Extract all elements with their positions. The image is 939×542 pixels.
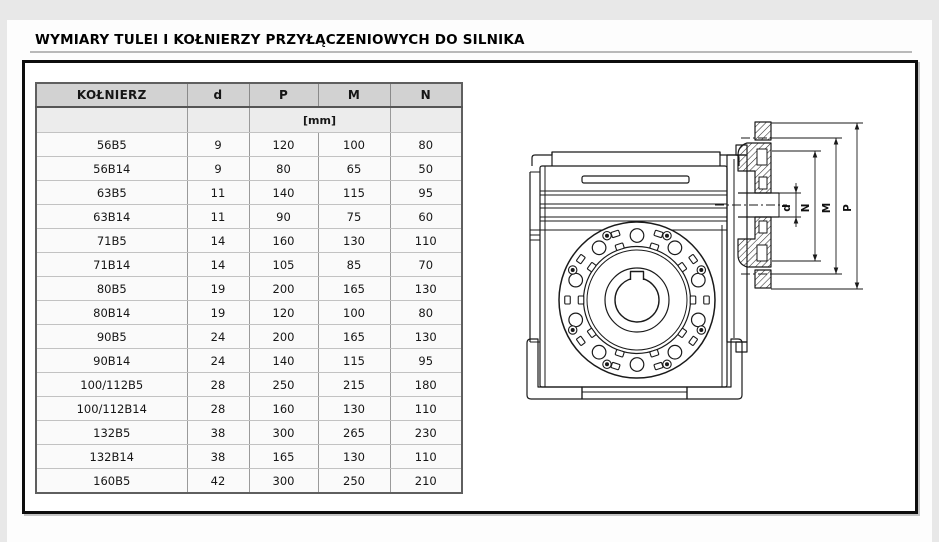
dimension-value-cell: 200: [249, 325, 318, 349]
dimension-value-cell: 80: [390, 133, 462, 157]
dimension-value-cell: 300: [249, 421, 318, 445]
flange-name-cell: 80B5: [36, 277, 187, 301]
table-row: [36, 253, 462, 277]
table-row: [36, 205, 462, 229]
dimension-value-cell: 38: [187, 445, 249, 469]
table-row: [36, 469, 462, 494]
table-header: [36, 83, 462, 107]
dimension-value-cell: 215: [318, 373, 390, 397]
dimension-value-cell: 165: [249, 445, 318, 469]
dimension-value-cell: 120: [249, 133, 318, 157]
table-row: [36, 277, 462, 301]
unit-row: [36, 107, 462, 133]
dimension-value-cell: 250: [249, 373, 318, 397]
dimension-value-cell: 80: [390, 301, 462, 325]
unit-cell: [mm]: [249, 107, 390, 133]
dimension-label-d: d: [781, 204, 793, 212]
dimension-value-cell: 120: [249, 301, 318, 325]
dimension-label-m: M: [821, 202, 833, 214]
table-row: [36, 421, 462, 445]
dimension-value-cell: 105: [249, 253, 318, 277]
dimension-value-cell: 165: [318, 277, 390, 301]
dimension-value-cell: 38: [187, 421, 249, 445]
dimension-value-cell: 210: [390, 469, 462, 494]
column-header-n: N: [390, 83, 462, 107]
dimension-value-cell: 140: [249, 181, 318, 205]
dimension-value-cell: 160: [249, 229, 318, 253]
table-row: [36, 133, 462, 157]
dimension-value-cell: 140: [249, 349, 318, 373]
dimension-value-cell: 130: [390, 277, 462, 301]
page-title: WYMIARY TULEI I KOŁNIERZY PRZYŁĄCZENIOWYCH DO SILNIKA: [35, 32, 525, 48]
dimension-value-cell: 110: [390, 229, 462, 253]
table-row: [36, 325, 462, 349]
dimension-label-n: N: [800, 203, 812, 213]
dimension-value-cell: 160: [249, 397, 318, 421]
dimension-value-cell: 115: [318, 349, 390, 373]
dimension-value-cell: 70: [390, 253, 462, 277]
dimension-value-cell: 14: [187, 253, 249, 277]
technical-drawing: [485, 85, 915, 485]
table-row: [36, 181, 462, 205]
dimension-value-cell: 300: [249, 469, 318, 494]
table-row: [36, 301, 462, 325]
column-header-p: P: [249, 83, 318, 107]
dimension-value-cell: 130: [390, 325, 462, 349]
dimension-value-cell: 90: [249, 205, 318, 229]
dimension-value-cell: 95: [390, 349, 462, 373]
dimension-value-cell: 130: [318, 445, 390, 469]
dimension-value-cell: 115: [318, 181, 390, 205]
dimension-value-cell: 85: [318, 253, 390, 277]
dimension-value-cell: 9: [187, 157, 249, 181]
dimension-value-cell: 200: [249, 277, 318, 301]
dimension-value-cell: 75: [318, 205, 390, 229]
empty-cell: [36, 107, 187, 133]
flange-name-cell: 80B14: [36, 301, 187, 325]
dimension-value-cell: 24: [187, 349, 249, 373]
dimension-value-cell: 95: [390, 181, 462, 205]
flange-name-cell: 100/112B14: [36, 397, 187, 421]
content-frame: [22, 60, 918, 514]
document-page: [7, 20, 932, 542]
dimension-value-cell: 100: [318, 301, 390, 325]
dimension-value-cell: 165: [318, 325, 390, 349]
empty-cell: [390, 107, 462, 133]
dimension-value-cell: 110: [390, 397, 462, 421]
column-header-kolnierz: KOŁNIERZ: [36, 83, 187, 107]
dimension-value-cell: 19: [187, 301, 249, 325]
flange-name-cell: 63B5: [36, 181, 187, 205]
dimension-value-cell: 11: [187, 205, 249, 229]
table-row: [36, 349, 462, 373]
table-row: [36, 229, 462, 253]
dimension-value-cell: 28: [187, 373, 249, 397]
flange-name-cell: 90B5: [36, 325, 187, 349]
table-row: [36, 445, 462, 469]
table-row: [36, 157, 462, 181]
dimension-value-cell: 130: [318, 229, 390, 253]
dimension-value-cell: 130: [318, 397, 390, 421]
dimension-value-cell: 9: [187, 133, 249, 157]
flange-name-cell: 56B5: [36, 133, 187, 157]
table-row: [36, 373, 462, 397]
gearbox-view: [527, 152, 742, 399]
dimension-value-cell: 265: [318, 421, 390, 445]
dimension-value-cell: 24: [187, 325, 249, 349]
flange-name-cell: 56B14: [36, 157, 187, 181]
dimension-value-cell: 19: [187, 277, 249, 301]
title-divider: [30, 51, 912, 53]
flange-section: [727, 122, 779, 352]
table-row: [36, 397, 462, 421]
dimension-value-cell: 100: [318, 133, 390, 157]
dimension-value-cell: 11: [187, 181, 249, 205]
dimension-value-cell: 180: [390, 373, 462, 397]
dimension-value-cell: 42: [187, 469, 249, 494]
flange-name-cell: 71B5: [36, 229, 187, 253]
dimension-value-cell: 28: [187, 397, 249, 421]
column-header-m: M: [318, 83, 390, 107]
flange-name-cell: 90B14: [36, 349, 187, 373]
dimension-value-cell: 50: [390, 157, 462, 181]
dimension-value-cell: 14: [187, 229, 249, 253]
dimension-value-cell: 60: [390, 205, 462, 229]
flange-name-cell: 132B5: [36, 421, 187, 445]
dimension-value-cell: 250: [318, 469, 390, 494]
flange-name-cell: 63B14: [36, 205, 187, 229]
empty-cell: [187, 107, 249, 133]
flange-name-cell: 71B14: [36, 253, 187, 277]
dimension-value-cell: 230: [390, 421, 462, 445]
flange-name-cell: 132B14: [36, 445, 187, 469]
column-header-d: d: [187, 83, 249, 107]
dimension-value-cell: 65: [318, 157, 390, 181]
dimension-value-cell: 80: [249, 157, 318, 181]
flange-name-cell: 160B5: [36, 469, 187, 494]
table-body: [36, 133, 462, 494]
flange-name-cell: 100/112B5: [36, 373, 187, 397]
dimension-value-cell: 110: [390, 445, 462, 469]
flange-dimensions-table: [35, 82, 463, 494]
dimension-label-p: P: [842, 204, 854, 212]
